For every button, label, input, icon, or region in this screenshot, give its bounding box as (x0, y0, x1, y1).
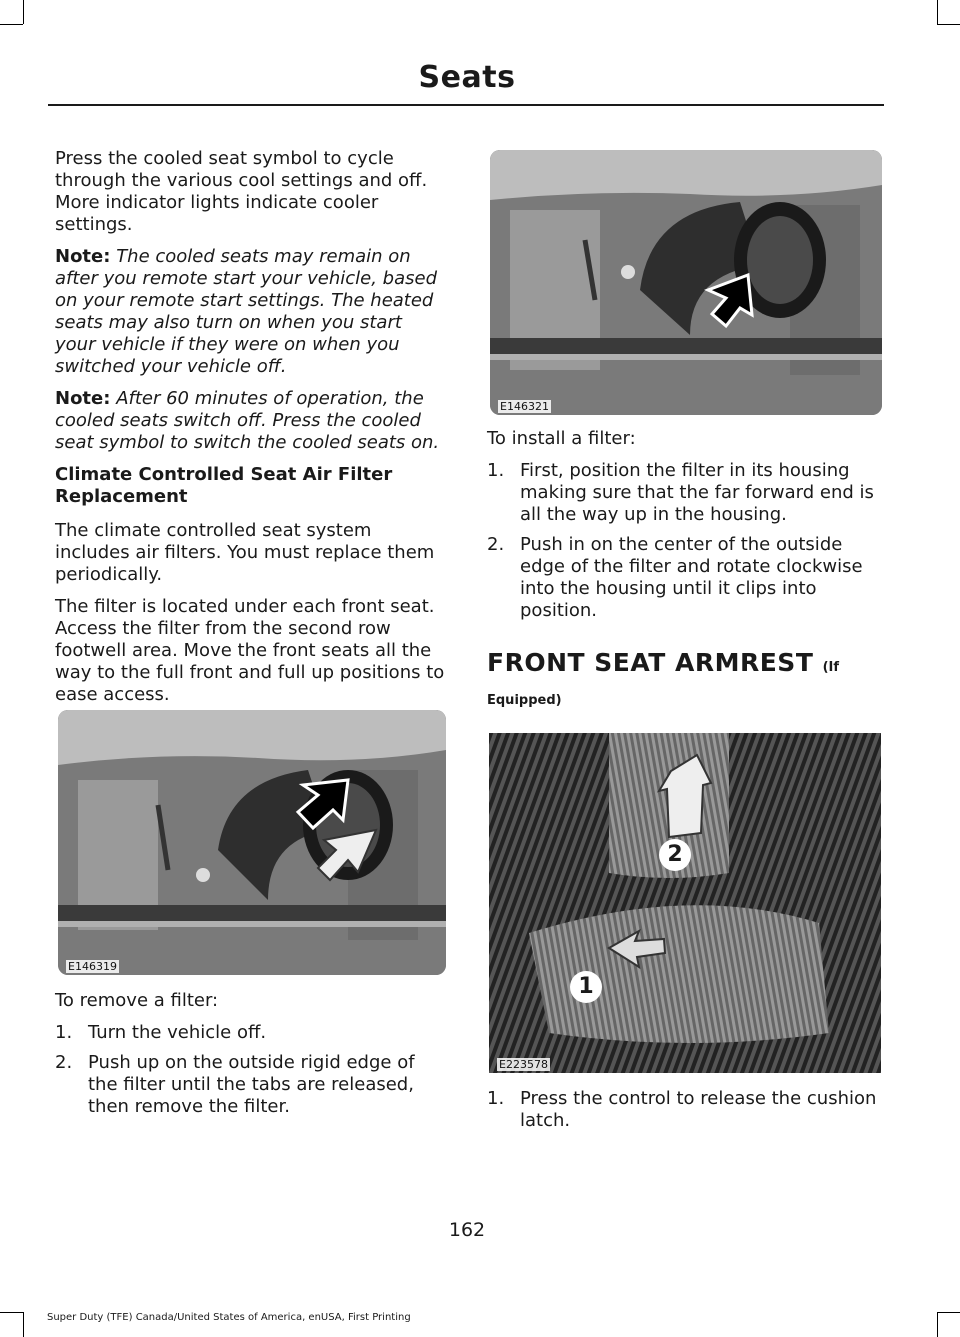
section-heading: Climate Controlled Seat Air Filter Replacement (55, 464, 393, 507)
body-paragraph: The climate controlled seat system includes air filters. You must replace them periodically. (55, 520, 435, 585)
step-text: Press the control to release the cushion latch. (520, 1088, 877, 1131)
step-text: Push up on the outside rigid edge of the filter until the tabs are released, then remove the filter. (88, 1052, 415, 1117)
intro-paragraph: Press the cooled seat symbol to cycle through the various cool settings and off. More indicator lights indicate cooler settings. (55, 148, 428, 235)
note-label: Note: (55, 246, 111, 267)
armrest-figure (489, 733, 881, 1073)
step-number: 1. (487, 1088, 505, 1109)
footer-text: Super Duty (TFE) Canada/United States of America, enUSA, First Printing (47, 1312, 411, 1323)
step-text: Push in on the center of the outside edge of the filter and rotate clockwise into the housing until it clips into position. (520, 534, 863, 621)
header-divider (48, 104, 884, 106)
crop-mark (23, 1312, 24, 1337)
install-intro: To install a filter: (487, 428, 636, 449)
crop-mark (937, 0, 938, 24)
filter-install-figure (490, 150, 882, 415)
filter-removal-figure (58, 710, 446, 975)
note-text: The cooled seats may remain on after you remote start your vehicle, based on your remote start settings. The heated seats may also turn on when you start your vehicle if they were on when you switched your vehicle off. (55, 246, 438, 377)
filter-removal-illustration (58, 710, 446, 975)
armrest-section-heading (487, 648, 879, 708)
crop-mark (23, 0, 24, 24)
crop-mark (937, 1312, 960, 1313)
crop-mark (0, 24, 23, 25)
step-number: 2. (487, 534, 505, 555)
page-title: Seats (418, 60, 516, 95)
crop-mark (937, 1312, 938, 1337)
body-paragraph: The filter is located under each front seat. Access the filter from the second row footwell area. Move the front seats all the way to the full front and full up positions to ease access. (55, 596, 445, 705)
list-item (55, 1052, 447, 1118)
armrest-illustration (489, 733, 881, 1073)
step-number: 2. (55, 1052, 73, 1073)
note-2 (55, 388, 447, 454)
left-column (55, 148, 447, 716)
install-steps (487, 460, 879, 622)
section-title-text: FRONT SEAT ARMREST (487, 648, 814, 677)
page-number: 162 (448, 1219, 486, 1241)
callout-1: 1 (578, 974, 594, 999)
figure-code: E146321 (500, 400, 549, 413)
step-number: 1. (55, 1022, 73, 1043)
step-number: 1. (487, 460, 505, 481)
note-1 (55, 246, 447, 378)
figure-code: E146319 (68, 960, 117, 973)
crop-mark (937, 24, 960, 25)
remove-filter-section (55, 990, 447, 1128)
section-title (487, 648, 879, 683)
list-item (487, 534, 879, 622)
remove-intro: To remove a filter: (55, 990, 219, 1011)
filter-install-illustration (490, 150, 882, 415)
crop-mark (0, 1312, 23, 1313)
figure-code: E223578 (499, 1058, 548, 1071)
step-text: Turn the vehicle off. (88, 1022, 267, 1043)
list-item (487, 460, 879, 526)
armrest-steps-section (487, 1088, 879, 1142)
armrest-steps (487, 1088, 879, 1132)
section-qualifier-cont: Equipped) (487, 693, 562, 708)
note-label: Note: (55, 388, 111, 409)
list-item (55, 1022, 447, 1044)
section-qualifier: (If (822, 660, 840, 675)
note-text: After 60 minutes of operation, the cooled seats switch off. Press the cooled seat symbol to switch the cooled seats on. (55, 388, 440, 453)
list-item (487, 1088, 879, 1132)
remove-steps (55, 1022, 447, 1118)
callout-2: 2 (667, 842, 683, 867)
install-filter-section (487, 428, 879, 632)
step-text: First, position the filter in its housing making sure that the far forward end is all the way up in the housing. (520, 460, 874, 525)
